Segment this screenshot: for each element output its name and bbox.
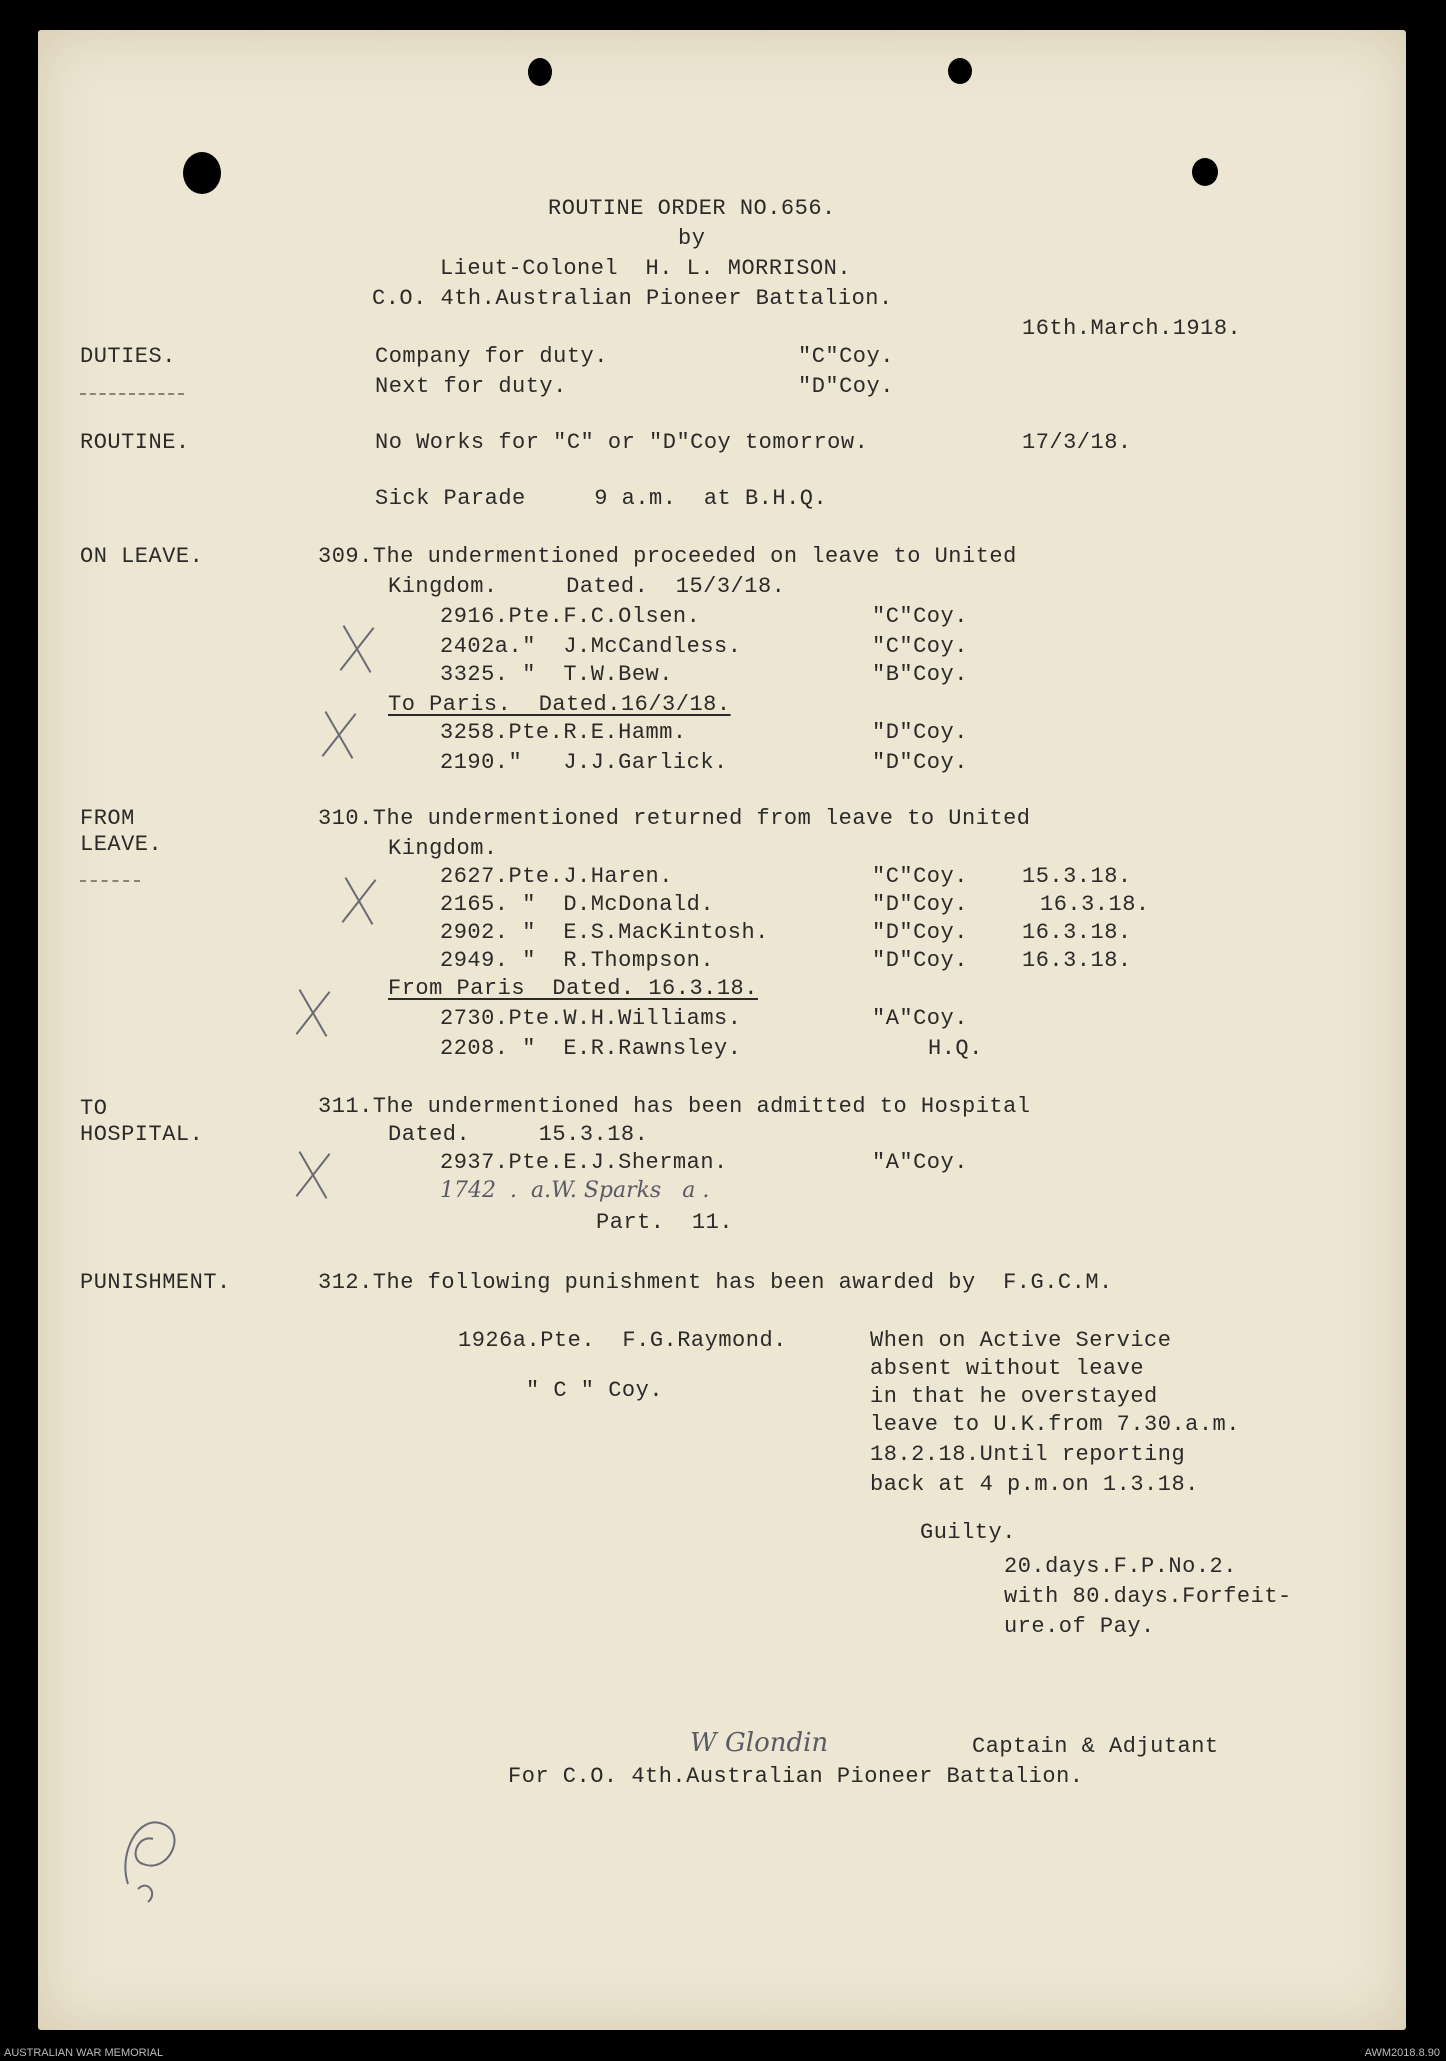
list-item-name: 2190." J.J.Garlick. [440,750,728,775]
list-item-name: 2208. " E.R.Rawnsley. [440,1036,742,1061]
list-item-coy: "D"Coy. [872,720,968,745]
list-item-name: 2937.Pte.E.J.Sherman. [440,1150,728,1175]
list-item-coy: "C"Coy. [872,864,968,889]
duty-value: "C"Coy. [798,344,894,369]
list-item-name: 2165. " D.McDonald. [440,892,715,917]
list-item-coy: "B"Coy. [872,662,968,687]
verdict: Guilty. [920,1520,1016,1545]
punch-hole [1192,158,1218,186]
order-intro: 312.The following punishment has been awarded by F.G.C.M. [318,1270,1113,1295]
handwritten-signature: W Glondin [690,1728,829,1758]
charge-line: leave to U.K.from 7.30.a.m. [870,1412,1240,1437]
pencil-tick-mark [294,990,334,1036]
charge-line: in that he overstayed [870,1384,1158,1409]
sentence-line: 20.days.F.P.No.2. [1004,1554,1237,1579]
order-date: 16th.March.1918. [1022,316,1242,341]
pencil-tick-mark [340,878,380,924]
section-label-from-leave: FROM [80,806,135,831]
routine-line: Sick Parade 9 a.m. at B.H.Q. [375,486,828,511]
order-title: ROUTINE ORDER NO.656. [548,196,836,221]
duty-value: "D"Coy. [798,374,894,399]
pencil-tick-mark [338,626,378,672]
subheading-paris: From Paris Dated. 16.3.18. [388,976,758,1001]
list-item-date: 16.3.18. [1022,920,1132,945]
list-item-coy: "D"Coy. [872,750,968,775]
list-item-name: 3258.Pte.R.E.Hamm. [440,720,687,745]
list-item-name: 2902. " E.S.MacKintosh. [440,920,769,945]
list-item-name: 2627.Pte.J.Haren. [440,864,673,889]
list-item-coy: "D"Coy. [872,892,968,917]
pencil-tick-mark [294,1152,334,1198]
footer-right: AWM2018.8.90 [1364,2047,1440,2059]
list-item-coy: "C"Coy. [872,604,968,629]
charge-line: absent without leave [870,1356,1145,1381]
list-item-name: 2730.Pte.W.H.Williams. [440,1006,742,1031]
signature-rank: Captain & Adjutant [972,1734,1219,1759]
list-item-name: 2949. " R.Thompson. [440,948,715,973]
order-unit: C.O. 4th.Australian Pioneer Battalion. [372,286,893,311]
order-intro: Kingdom. [388,836,498,861]
duty-line: Company for duty. [375,344,608,369]
list-item-name: 2402a." J.McCandless. [440,634,742,659]
list-item-name: 2916.Pte.F.C.Olsen. [440,604,701,629]
punch-hole [948,58,972,84]
divider [80,393,184,396]
pencil-tick-mark [320,712,360,758]
list-item-date: 16.3.18. [1022,948,1132,973]
subheading-paris: To Paris. Dated.16/3/18. [388,692,731,717]
routine-date: 17/3/18. [1022,430,1132,455]
list-item-coy: "C"Coy. [872,634,968,659]
handwritten-entry: 1742 . a.W. Sparks a . [440,1178,710,1203]
section-label-to-hospital: HOSPITAL. [80,1122,204,1147]
section-label-punishment: PUNISHMENT. [80,1270,231,1295]
sentence-line: ure.of Pay. [1004,1614,1155,1639]
section-label-on-leave: ON LEAVE. [80,544,204,569]
section-label-duties: DUTIES. [80,344,176,369]
order-intro: 311.The undermentioned has been admitted to Hospital [318,1094,1031,1119]
list-item-date: 15.3.18. [1022,864,1132,889]
punch-hole [183,152,221,194]
section-label-from-leave: LEAVE. [80,832,163,857]
routine-line: No Works for "C" or "D"Coy tomorrow. [375,430,869,455]
charge-line: 18.2.18.Until reporting [870,1442,1186,1467]
list-item-name: 3325. " T.W.Bew. [440,662,673,687]
list-item-coy: "D"Coy. [872,920,968,945]
list-item-coy: "A"Coy. [872,1006,968,1031]
list-item-coy: H.Q. [928,1036,983,1061]
punch-hole [528,58,552,86]
list-item-coy: "D"Coy. [872,948,968,973]
accused-name: 1926a.Pte. F.G.Raymond. [458,1328,787,1353]
signature-for-line: For C.O. 4th.Australian Pioneer Battalion. [508,1764,1084,1789]
order-intro: 310.The undermentioned returned from leave to United [318,806,1031,831]
section-label-routine: ROUTINE. [80,430,190,455]
accused-coy: " C " Coy. [526,1378,664,1403]
duty-line: Next for duty. [375,374,567,399]
charge-line: When on Active Service [870,1328,1172,1353]
footer-left: AUSTRALIAN WAR MEMORIAL [4,2047,164,2059]
order-by: by [678,226,706,251]
order-intro: Kingdom. Dated. 15/3/18. [388,574,786,599]
section-label-to-hospital: TO [80,1096,108,1121]
order-officer: Lieut-Colonel H. L. MORRISON. [440,256,852,281]
divider [80,880,140,883]
order-intro: Dated. 15.3.18. [388,1122,649,1147]
pencil-initials-mark [108,1794,198,1904]
order-intro: 309.The undermentioned proceeded on leave to United [318,544,1017,569]
list-item-coy: "A"Coy. [872,1150,968,1175]
sentence-line: with 80.days.Forfeit- [1004,1584,1292,1609]
charge-line: back at 4 p.m.on 1.3.18. [870,1472,1199,1497]
part-heading: Part. 11. [596,1210,734,1235]
list-item-date: 16.3.18. [1040,892,1150,917]
